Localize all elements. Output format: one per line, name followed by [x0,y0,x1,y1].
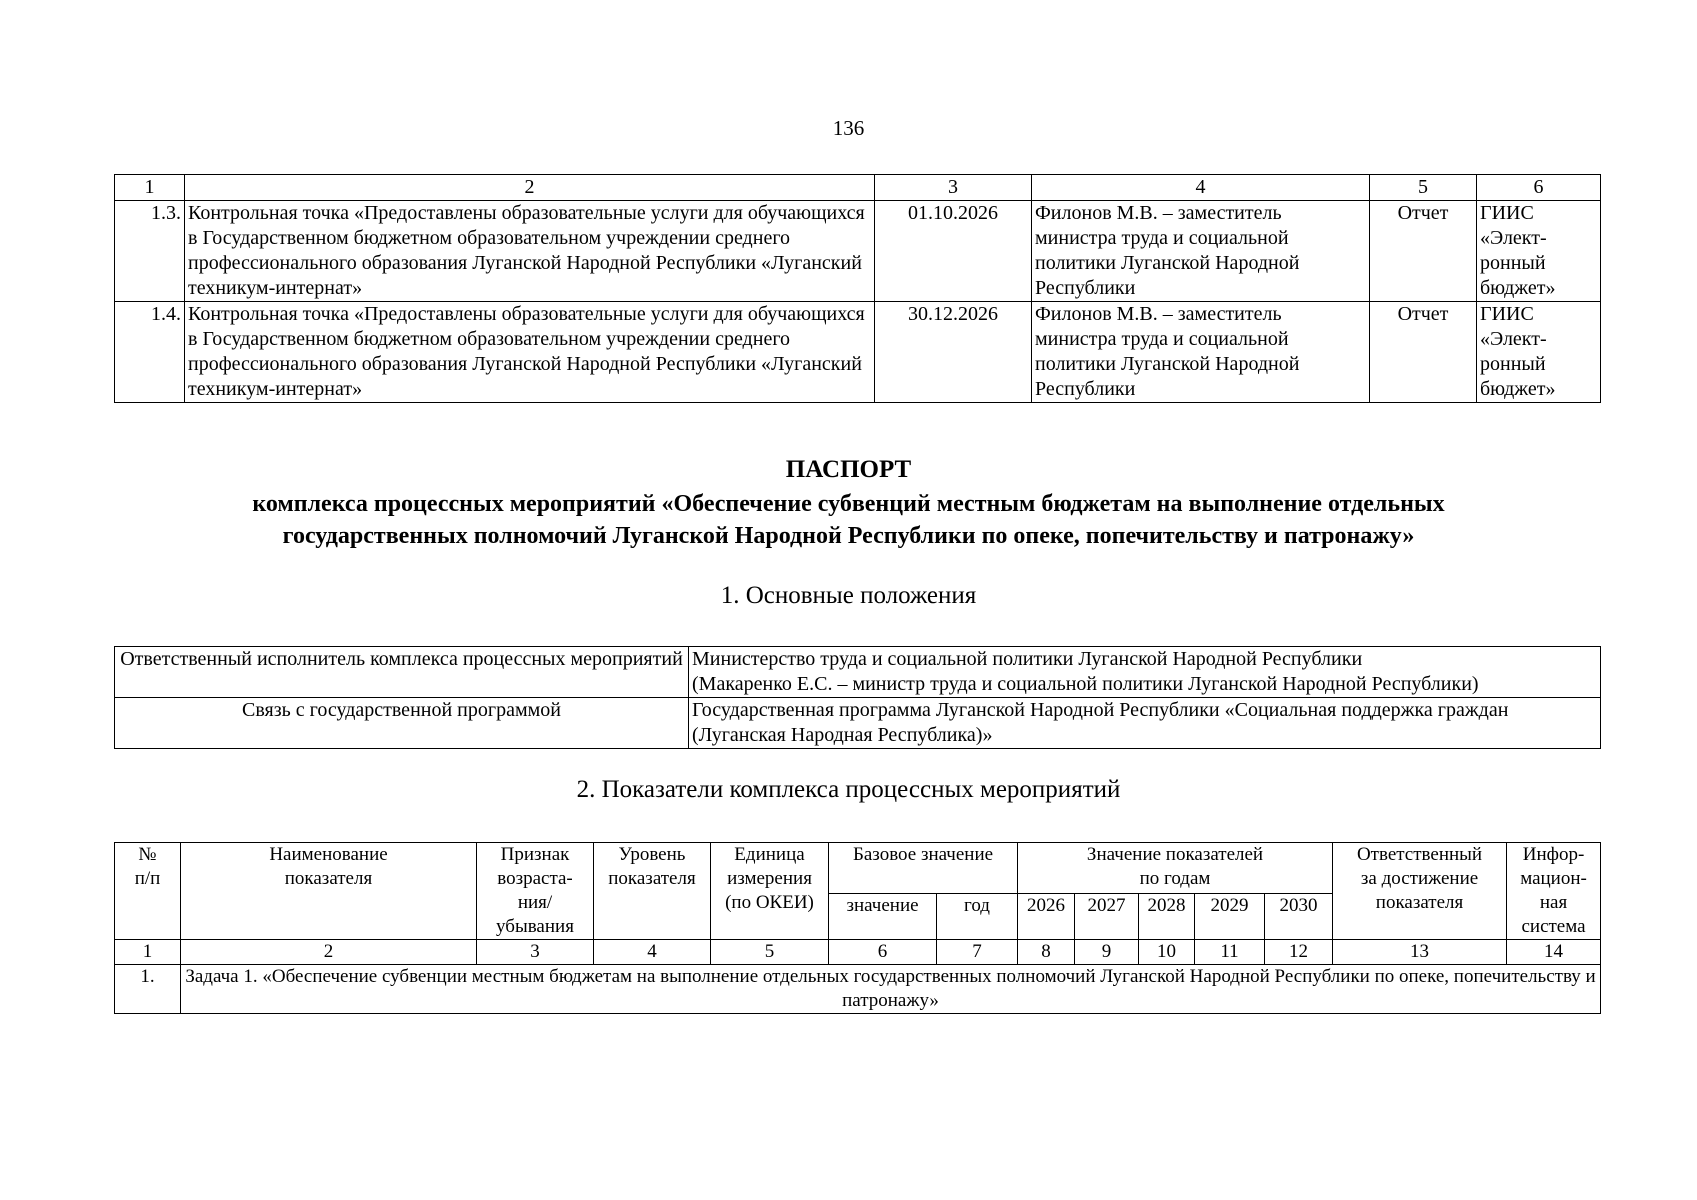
column-numbers-row [115,940,1601,965]
header-base-value: Базовое значение [829,843,1018,894]
column-number-cell: 7 [937,940,1018,965]
column-number-cell: 6 [829,940,937,965]
table-row [115,965,1601,1014]
control-point-date: 01.10.2026 [875,201,1032,302]
column-number-cell: 10 [1139,940,1195,965]
provision-value: Государственная программа Луганской Народной Республики «Социальная поддержка граждан (Луганская Народная Республика)» [689,698,1601,749]
responsible-person: Филонов М.В. – заместитель министра труда и социальной политики Луганской Народной Республики [1032,201,1370,302]
basic-provisions-table [114,646,1601,749]
header-values-by-year: Значение показателей по годам [1018,843,1333,894]
table-header-row [115,843,1601,894]
column-number-cell: 1 [115,175,185,201]
responsible-person: Филонов М.В. – заместитель министра труда и социальной политики Луганской Народной Республики [1032,302,1370,403]
section-heading-indicators: 2. Показатели комплекса процессных мероприятий [576,776,1121,803]
task-text: Задача 1. «Обеспечение субвенции местным бюджетам на выполнение отдельных государственных полномочий Луганской Народной Республики по опеке, попечительству и патронажу» [181,965,1601,1014]
document-type: Отчет [1370,302,1477,403]
header-trend-sign: Признак возраста- ния/ убывания [477,843,594,940]
column-number-cell: 5 [1370,175,1477,201]
column-number-cell: 5 [711,940,829,965]
information-system: ГИИС «Элект- ронный бюджет» [1477,302,1601,403]
provision-value: Министерство труда и социальной политики Луганской Народной Республики (Макаренко Е.С. – министр труда и социальной политики Луганской Народной Республики) [689,647,1601,698]
provision-label: Ответственный исполнитель комплекса процессных мероприятий [115,647,689,698]
column-number-cell: 3 [875,175,1032,201]
header-indicator-name: Наименование показателя [181,843,477,940]
table-row [115,647,1601,698]
header-base-value-value: значение [829,894,937,940]
control-point-name: Контрольная точка «Предоставлены образовательные услуги для обучающихся в Государственном бюджетном образовательном учреждении среднего профессионального образования Луганской Народной Республики «Луганский техникум-интернат» [185,302,875,403]
header-year: 2026 [1018,894,1075,940]
column-number-cell: 3 [477,940,594,965]
column-number-cell: 14 [1507,940,1601,965]
header-responsible: Ответственный за достижение показателя [1333,843,1507,940]
information-system: ГИИС «Элект- ронный бюджет» [1477,201,1601,302]
table-row [115,698,1601,749]
control-point-name: Контрольная точка «Предоставлены образовательные услуги для обучающихся в Государственном бюджетном образовательном учреждении среднего профессионального образования Луганской Народной Республики «Луганский техникум-интернат» [185,201,875,302]
control-points-table [114,174,1601,403]
column-number-cell: 1 [115,940,181,965]
page-number: 136 [832,116,865,140]
document-type: Отчет [1370,201,1477,302]
provision-label: Связь с государственной программой [115,698,689,749]
header-indicator-level: Уровень показателя [594,843,711,940]
task-number: 1. [115,965,181,1014]
passport-subtitle-line: комплекса процессных мероприятий «Обеспечение субвенций местным бюджетам на выполнение отдельных [252,491,1445,517]
passport-title: ПАСПОРТ [785,456,912,483]
header-number: № п/п [115,843,181,940]
passport-subtitle-line: государственных полномочий Луганской Народной Республики по опеке, попечительству и патронажу» [282,523,1415,549]
header-base-value-year: год [937,894,1018,940]
column-number-cell: 4 [594,940,711,965]
header-year: 2027 [1075,894,1139,940]
column-number-cell: 4 [1032,175,1370,201]
column-number-cell: 9 [1075,940,1139,965]
section-heading-basic-provisions: 1. Основные положения [720,582,977,609]
column-number-cell: 12 [1265,940,1333,965]
header-information-system: Инфор- мацион- ная система [1507,843,1601,940]
header-year: 2029 [1195,894,1265,940]
table-row [115,201,1601,302]
control-point-date: 30.12.2026 [875,302,1032,403]
column-number-cell: 2 [181,940,477,965]
column-number-cell: 2 [185,175,875,201]
column-number-cell: 11 [1195,940,1265,965]
table-row [115,302,1601,403]
header-year: 2028 [1139,894,1195,940]
table-header-row [115,175,1601,201]
row-number: 1.4. [115,302,185,403]
column-number-cell: 8 [1018,940,1075,965]
header-year: 2030 [1265,894,1333,940]
column-number-cell: 13 [1333,940,1507,965]
header-unit: Единица измерения (по ОКЕИ) [711,843,829,940]
row-number: 1.3. [115,201,185,302]
passport-subtitle [0,488,1697,552]
indicators-table [114,842,1601,1014]
column-number-cell: 6 [1477,175,1601,201]
